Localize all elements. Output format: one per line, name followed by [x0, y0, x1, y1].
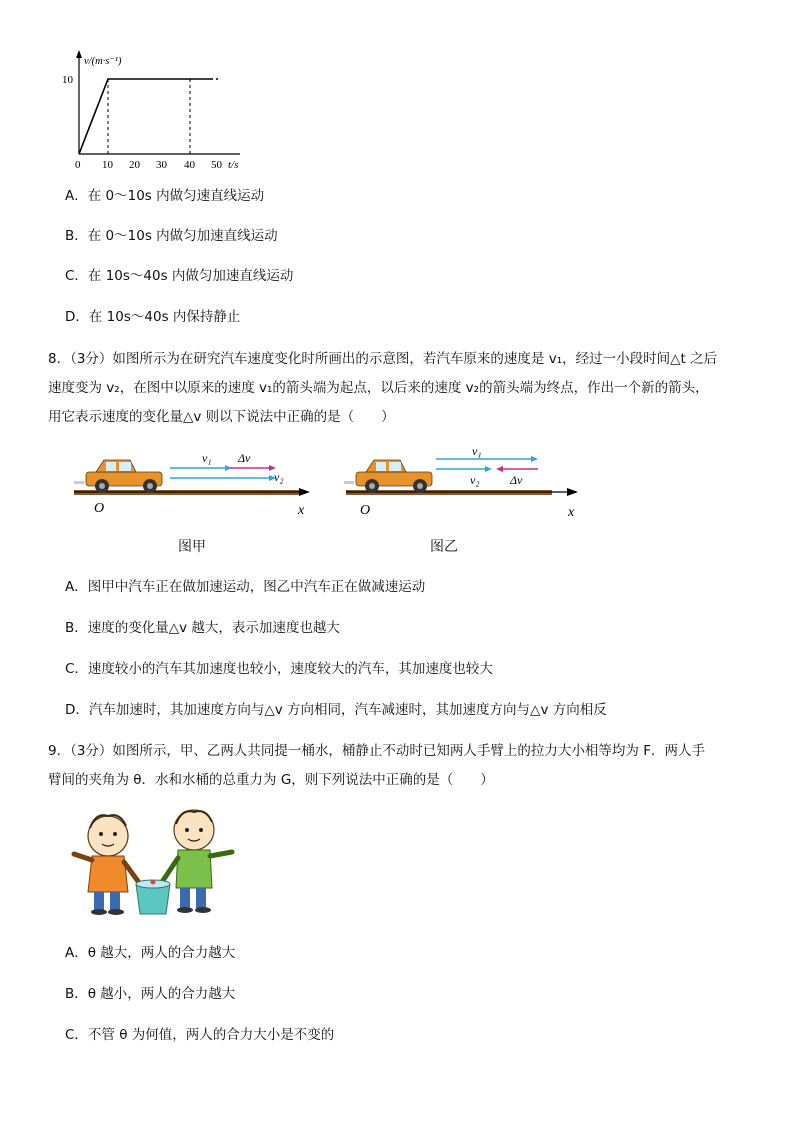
v1-label: v₁: [202, 451, 212, 465]
q7-option-d: D．在 10s～40s 内保持静止: [65, 309, 241, 325]
t-tick-0: 0: [75, 159, 81, 171]
q8-option-b: B．速度的变化量△v 越大，表示加速度也越大: [65, 620, 340, 636]
v-axis-label: v/(m·s⁻¹): [84, 56, 122, 67]
x-axis-arrow: [567, 488, 578, 496]
q8-stem-line2: 速度变为 v₂，在图中以原来的速度 v₁的箭头端为起点，以后来的速度 v₂的箭头端为终点，作出一个新的箭头，: [48, 380, 709, 396]
q8-option-c: C．速度较小的汽车其加速度也较小，速度较大的汽车，其加速度也较大: [65, 661, 493, 677]
dv-label: Δv: [238, 451, 251, 465]
t-tick-20: 20: [129, 159, 140, 171]
q8-stem: [48, 345, 738, 432]
t-tick-30: 30: [156, 159, 167, 171]
v2-label: v₂: [470, 473, 480, 487]
q8-figure-a: [66, 448, 312, 522]
q9-option-a: A．θ 越大，两人的合力越大: [65, 945, 236, 961]
q8-figure-b: [338, 444, 586, 522]
q8-option-a: A．图甲中汽车正在做加速运动，图乙中汽车正在做减速运动: [65, 579, 426, 595]
q9-stem-line2: 臂间的夹角为 θ．水和水桶的总重力为 G，则下列说法中正确的是（ ）: [48, 772, 494, 788]
water-bucket-icon: [136, 880, 170, 915]
two-people-carrying-bucket-illustration: [66, 808, 242, 920]
t-tick-40: 40: [184, 159, 195, 171]
dv-label: Δv: [510, 473, 523, 487]
car-icon: [74, 460, 162, 493]
v-tick-10: 10: [62, 74, 73, 86]
t-axis-label: t/s: [228, 159, 239, 171]
car-icon: [344, 460, 432, 493]
x-axis-label: x: [298, 503, 305, 518]
person-jia: [74, 815, 140, 915]
t-tick-10: 10: [102, 159, 113, 171]
q9-option-c: C．不管 θ 为何值，两人的合力大小是不变的: [65, 1027, 335, 1043]
person-yi: [162, 810, 232, 913]
t-tick-50: 50: [211, 159, 222, 171]
q9-stem: [48, 737, 738, 795]
v1-label: v₁: [472, 444, 482, 458]
x-axis-arrow: [299, 488, 310, 496]
origin-label: O: [94, 501, 105, 516]
q8-option-d: D．汽车加速时，其加速度方向与△v 方向相同，汽车减速时，其加速度方向与△v 方向相反: [65, 702, 607, 718]
q8-stem-line1: 8．（3分）如图所示为在研究汽车速度变化时所画出的示意图，若汽车原来的速度是 v₁，经过一小段时间△t 之后: [48, 351, 718, 367]
x-axis-label: x: [568, 505, 575, 520]
q8-stem-line3: 用它表示速度的变化量△v 则以下说法中正确的是（ ）: [48, 409, 395, 425]
q8-figure-b-caption: 图乙: [430, 539, 458, 555]
q7-option-b: B．在 0～10s 内做匀加速直线运动: [65, 228, 278, 244]
q7-option-a: A．在 0～10s 内做匀速直线运动: [65, 188, 265, 204]
q9-option-b: B．θ 越小，两人的合力越大: [65, 986, 236, 1002]
v-axis-arrow: [76, 50, 82, 58]
origin-label: O: [360, 503, 371, 518]
velocity-time-graph: [60, 44, 260, 172]
q8-figure-a-caption: 图甲: [178, 539, 206, 555]
q9-stem-line1: 9．（3分）如图所示，甲、乙两人共同提一桶水，桶静止不动时已知两人手臂上的拉力大小相等均为 F．两人手: [48, 743, 705, 759]
v2-label: v₂: [274, 470, 284, 484]
q7-option-c: C．在 10s～40s 内做匀加速直线运动: [65, 268, 294, 284]
